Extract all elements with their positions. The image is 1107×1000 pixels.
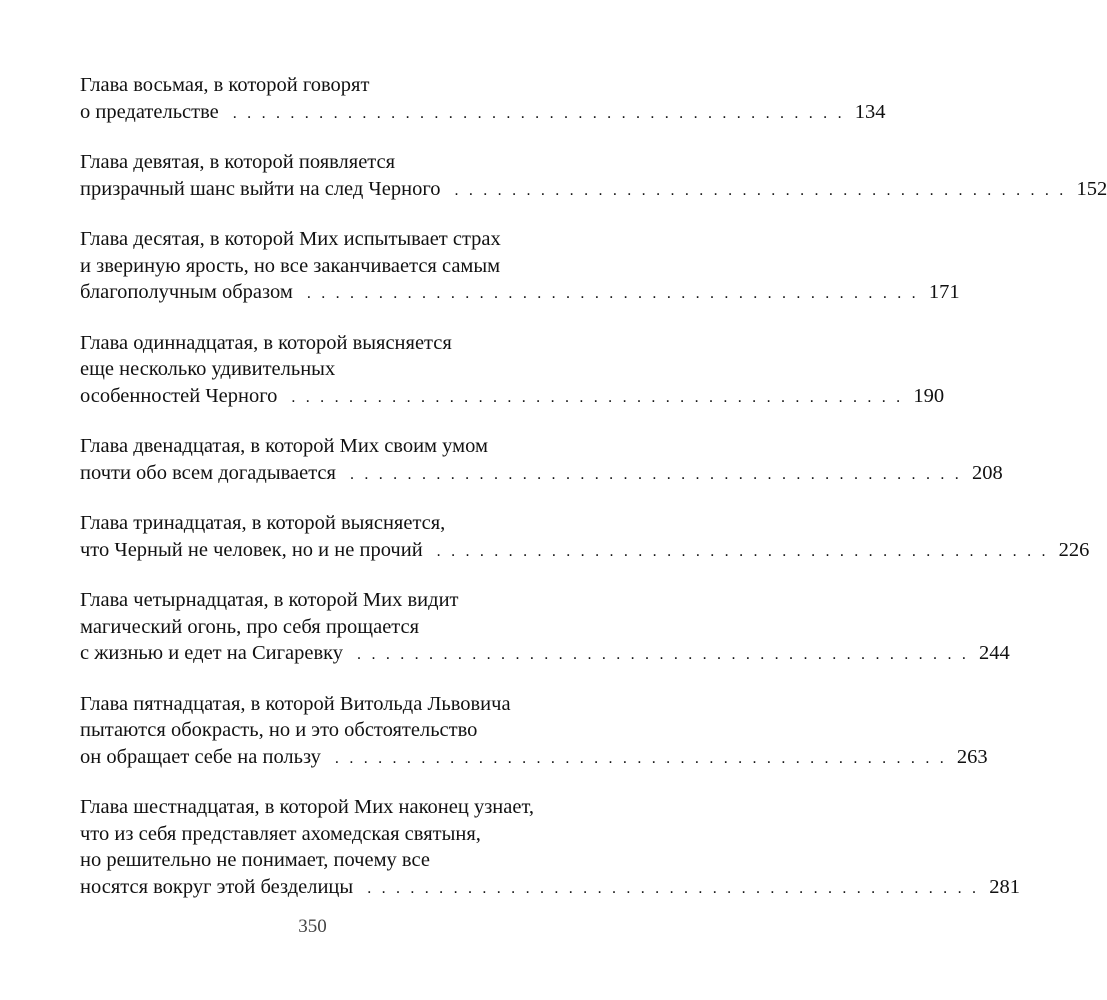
toc-entry-text: призрачный шанс выйти на след Черного [80,177,441,200]
dot-leader: . . . . . . . . . . . . . . . . . . . . . . . . . . . . . . . . . . . . . . . . . . . [306,285,919,302]
toc-entry-chapter-10 [80,226,960,308]
dot-leader: . . . . . . . . . . . . . . . . . . . . . . . . . . . . . . . . . . . . . . . . . . . [334,749,947,767]
toc-entry-line: еще несколько удивительных [80,358,336,380]
toc-entry-chapter-14 [80,587,1010,669]
toc-entry-text: о предательстве [80,100,219,123]
toc-entry-chapter-11 [80,330,945,412]
toc-page-number: 134 [854,100,886,123]
toc-page-number: 152 [1076,177,1107,200]
toc-entry-last-line [80,537,1090,566]
toc-entry-text: благополучным образом [80,281,293,303]
toc-entry-line: Глава четырнадцатая, в которой Мих видит [80,589,459,611]
toc-page-number: 171 [928,281,960,303]
toc-entry-chapter-16 [80,794,1020,902]
dot-leader: . . . . . . . . . . . . . . . . . . . . . . . . . . . . . . . . . . . . . . . . . . . [232,104,845,122]
toc-entry-last-line [80,460,1003,489]
toc-entry-chapter-12 [80,433,1003,488]
toc-entry-line: магический огонь, про себя прощается [80,615,420,638]
toc-entry-text: с жизнью и едет на Сигаревку [80,642,344,664]
dot-leader: . . . . . . . . . . . . . . . . . . . . . . . . . . . . . . . . . . . . . . . . . . . [357,646,970,663]
toc-entry-line: но решительно не понимает, почему все [80,849,430,871]
toc-page-number: 281 [989,875,1020,898]
toc-page-number: 244 [979,642,1010,664]
toc-page-number: 226 [1058,538,1090,561]
toc-entry-line: Глава девятая, в которой появляется [80,151,396,173]
dot-leader: . . . . . . . . . . . . . . . . . . . . . . . . . . . . . . . . . . . . . . . . . . . [291,388,904,406]
toc-entry-text: носятся вокруг этой безделицы [80,875,354,898]
toc-entry-line: Глава одиннадцатая, в которой выясняется [80,331,452,354]
toc-entry-chapter-15 [80,691,988,773]
toc-entry-text: он обращает себе на пользу [80,745,321,768]
toc-entry-line: пытаются обокрасть, но и это обстоятельство [80,719,478,741]
toc-entry-last-line [80,640,1010,669]
dot-leader: . . . . . . . . . . . . . . . . . . . . . . . . . . . . . . . . . . . . . . . . . . . [454,181,1067,199]
toc-page-number: 208 [971,461,1003,484]
page-number: 350 [298,916,327,937]
table-of-contents [80,72,1107,902]
toc-entry-last-line [80,99,886,128]
toc-entry-chapter-13 [80,510,1090,565]
dot-leader: . . . . . . . . . . . . . . . . . . . . . . . . . . . . . . . . . . . . . . . . . . . [349,465,962,483]
toc-entry-text: что Черный не человек, но и не прочий [80,538,423,561]
dot-leader: . . . . . . . . . . . . . . . . . . . . . . . . . . . . . . . . . . . . . . . . . . . [436,542,1049,560]
toc-entry-line: Глава пятнадцатая, в которой Витольда Львовича [80,692,511,715]
toc-page-number: 190 [913,384,945,407]
toc-entry-line: Глава двенадцатая, в которой Мих своим умом [80,435,488,457]
toc-entry-line: Глава шестнадцатая, в которой Мих наконец узнает, [80,796,535,818]
toc-entry-last-line [80,383,945,412]
toc-page-number: 263 [956,745,988,768]
toc-entry-line: Глава десятая, в которой Мих испытывает страх [80,228,501,250]
dot-leader: . . . . . . . . . . . . . . . . . . . . . . . . . . . . . . . . . . . . . . . . . . . [367,879,980,897]
toc-entry-last-line [80,744,988,773]
toc-entry-text: почти обо всем догадывается [80,461,336,484]
toc-entry-line: что из себя представляет ахомедская святыня, [80,822,481,845]
toc-entry-chapter-9 [80,149,1107,204]
toc-entry-line: и звериную ярость, но все заканчивается самым [80,254,501,277]
toc-entry-chapter-8 [80,72,886,127]
toc-entry-last-line [80,874,1020,903]
toc-entry-last-line [80,279,960,308]
toc-entry-last-line [80,176,1107,205]
toc-entry-line: Глава восьмая, в которой говорят [80,74,370,96]
toc-entry-line: Глава тринадцатая, в которой выясняется, [80,512,446,534]
toc-entry-text: особенностей Черного [80,384,278,407]
